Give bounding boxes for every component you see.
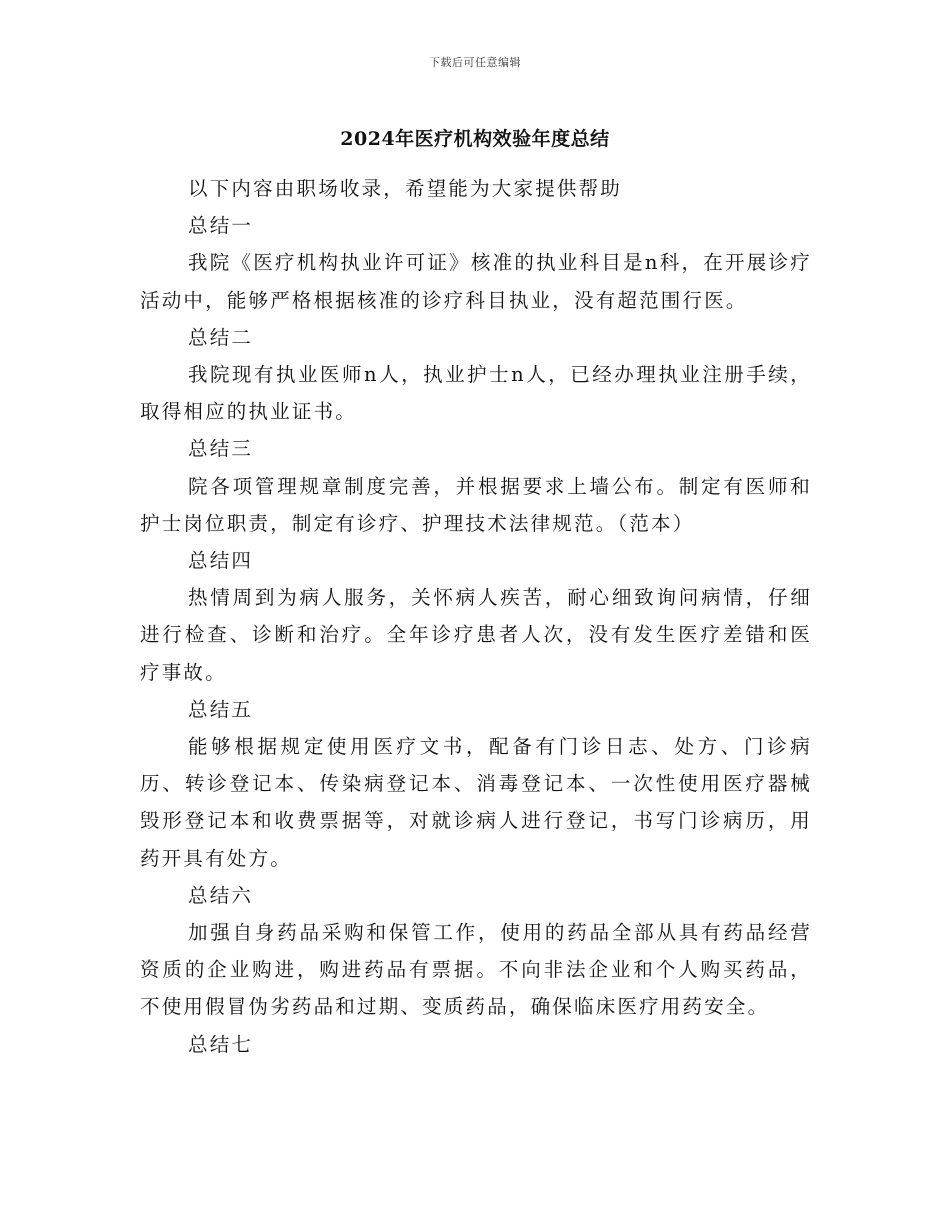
section-paragraph-5: 能够根据规定使用医疗文书，配备有门诊日志、处方、门诊病历、转诊登记本、传染病登记本、消毒登记本、一次性使用医疗器械毁形登记本和收费票据等，对就诊病人进行登记，书写门诊病历，用药开具有处方。 (140, 735, 812, 870)
section-heading-5: 总结五 (188, 697, 254, 721)
section-paragraph-1: 我院《医疗机构执业许可证》核准的执业科目是n科，在开展诊疗活动中，能够严格根据核准的诊疗科目执业，没有超范围行医。 (140, 251, 812, 312)
section-paragraph-3: 院各项管理规章制度完善，并根据要求上墙公布。制定有医师和护士岗位职责，制定有诊疗、护理技术法律规范。（范本） (140, 474, 812, 535)
section-heading-3: 总结三 (188, 437, 254, 461)
section-heading-6: 总结六 (188, 883, 254, 907)
section-heading-2: 总结二 (188, 325, 254, 349)
section-paragraph-4: 热情周到为病人服务，关怀病人疾苦，耐心细致询问病情，仔细进行检查、诊断和治疗。全年诊疗患者人次，没有发生医疗差错和医疗事故。 (140, 586, 812, 684)
section-heading-1: 总结一 (188, 214, 254, 238)
section-paragraph-6: 加强自身药品采购和保管工作，使用的药品全部从具有药品经营资质的企业购进，购进药品有票据。不向非法企业和个人购买药品，不使用假冒伪劣药品和过期、变质药品，确保临床医疗用药安全。 (140, 921, 812, 1019)
section-heading-4: 总结四 (188, 549, 254, 573)
header-note: 下载后可任意编辑 (429, 56, 521, 69)
document-title: 2024年医疗机构效验年度总结 (340, 128, 610, 150)
intro-paragraph: 以下内容由职场收录，希望能为大家提供帮助 (188, 177, 623, 200)
section-paragraph-2: 我院现有执业医师n人，执业护士n人，已经办理执业注册手续，取得相应的执业证书。 (140, 363, 812, 424)
section-heading-7: 总结七 (188, 1032, 254, 1056)
document-body (140, 170, 812, 1063)
